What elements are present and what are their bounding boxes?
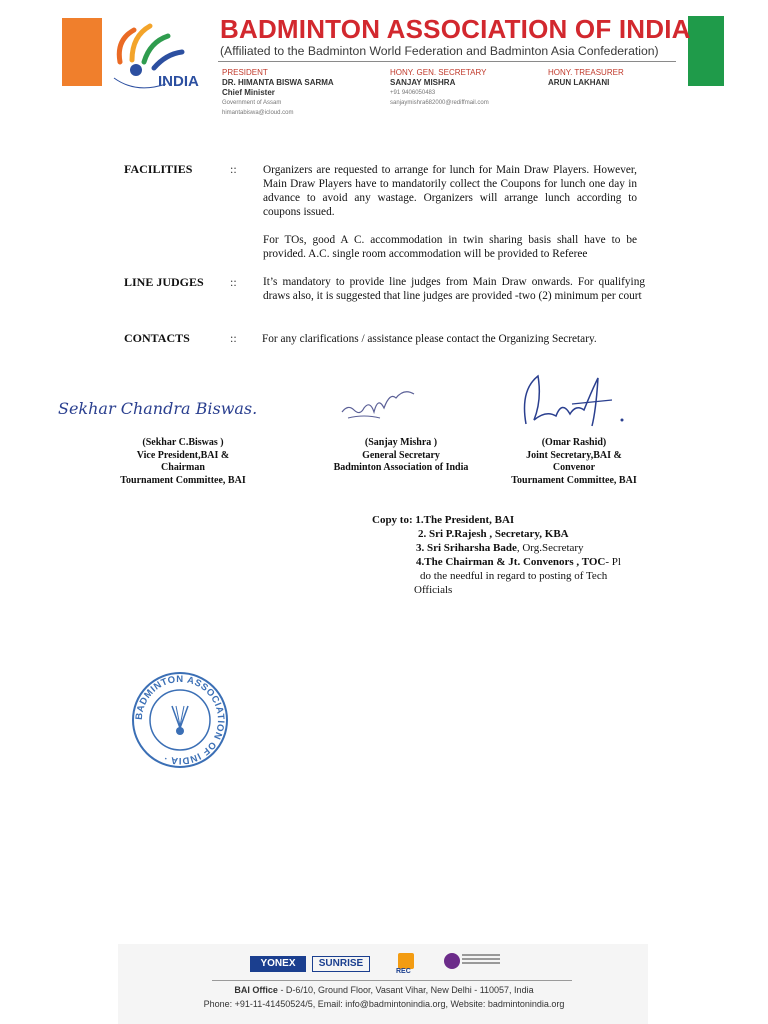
line-judges-paragraph: It’s mandatory to provide line judges from Main Draw onwards. For qualifying draws also, it is suggested that line judges are provided -two (2) minimum per court [263,276,645,302]
copy-to-item-4-line3: Officials [414,584,453,596]
president-title: Chief Minister [222,88,275,97]
svg-text:Sekhar Chandra Biswas.: Sekhar Chandra Biswas. [58,399,258,418]
sponsor-rec-icon [398,953,414,969]
header-divider [218,61,676,62]
signatory-biswas-line4: Tournament Committee, BAI [120,474,246,486]
secretary-email: sanjaymishra682000@rediffmail.com [390,100,489,106]
contacts-colon: :: [230,331,237,345]
sponsor-sunrise-logo: SUNRISE [312,956,370,972]
president-name: DR. HIMANTA BISWA SARMA [222,78,334,87]
footer-address-label: BAI Office [234,985,278,995]
footer-address [184,985,584,995]
facilities-paragraph-1: Organizers are requested to arrange for lunch for Main Draw Players. However, Main Draw Players have to mandatorily collect the Coupons for lunch one day in advance to avoid any wastage. Organizers will arrange lunch according to coupons issued. [263,164,637,218]
facilities-label: FACILITIES [124,162,193,176]
line-judges-colon: :: [230,275,237,289]
signature-rashid [512,370,632,434]
secretary-phone: +91 9406050483 [390,90,436,96]
president-role: PRESIDENT [222,68,268,77]
footer-contact: Phone: +91-11-41450524/5, Email: info@badmintonindia.org, Website: badmintonindia.org [203,999,565,1009]
signatory-biswas-line2: Vice President,BAI & [136,449,230,461]
facilities-colon: :: [230,162,237,176]
sponsor-bec-text-mark [462,954,500,966]
secretary-name: SANJAY MISHRA [390,78,456,87]
copy-to-item-4-rest: - Pl [605,556,621,568]
signatory-mishra-line3: Badminton Association of India [333,462,469,473]
bai-logo [106,18,214,98]
footer-address-text: - D-6/10, Ground Floor, Vasant Vihar, New Delhi - 110057, India [277,985,534,995]
signatory-mishra-name: (Sanjay Mishra ) [364,437,438,448]
signatory-biswas [96,437,270,487]
treasurer-role: HONY. TREASURER [548,68,624,77]
flag-green-band [688,16,724,86]
org-affiliation: (Affiliated to the Badminton World Federation and Badminton Asia Confederation) [220,44,659,58]
copy-to-item-1: 1.The President, BAI [415,514,515,526]
treasurer-block [548,68,624,88]
svg-text:BADMINTON ASSOCIATION OF INDIA [134,674,226,766]
sponsor-bec-icon [444,953,460,969]
official-stamp [130,664,230,776]
org-title: BADMINTON ASSOCIATION OF INDIA [220,14,691,44]
signature-mishra [334,378,424,428]
footer-band [118,944,648,1024]
line-judges-label: LINE JUDGES [124,275,204,289]
stamp-ring-text: BADMINTON ASSOCIATION OF INDIA · [133,673,227,767]
copy-to-item-4-line2: do the needful in regard to posting of Tech [420,570,608,582]
copy-to-block [372,513,662,597]
sponsor-yonex-logo: YONEX [250,956,306,972]
secretary-block [390,68,489,108]
copy-to-prefix: Copy to: [372,514,416,526]
president-email: himantabiswa@icloud.com [222,110,294,116]
president-block [222,68,334,118]
footer-divider [212,980,572,981]
signatory-rashid-line4: Tournament Committee, BAI [511,474,637,486]
signatory-rashid [496,437,652,487]
signatory-rashid-name: (Omar Rashid) [541,437,607,448]
logo-india-text: INDIA [158,73,199,90]
signatory-rashid-line3: Convenor [552,462,596,473]
signatory-biswas-name: (Sekhar C.Biswas ) [142,437,224,448]
sponsor-rec-logo: REC [396,968,411,975]
facilities-paragraph-2: For TOs, good A C. accommodation in twin sharing basis shall have to be provided. A.C. single room accommodation will be provided to Referee [263,234,637,260]
signatory-biswas-line3: Chairman [161,462,205,473]
copy-to-item-3-role: , Org.Secretary [516,542,584,554]
signatory-mishra-line2: General Secretary [362,449,440,461]
copy-to-item-3-name: 3. Sri Sriharsha Bade [416,542,517,554]
flag-orange-band [62,18,102,86]
signatory-mishra [318,437,484,475]
copy-to-item-4: 4.The Chairman & Jt. Convenors , TOC [416,556,606,568]
contacts-label: CONTACTS [124,331,190,345]
secretary-role: HONY. GEN. SECRETARY [390,68,487,77]
treasurer-name: ARUN LAKHANI [548,78,610,87]
shuttlecock-icon [172,706,188,735]
president-govt: Government of Assam [222,100,282,106]
copy-to-item-2: 2. Sri P.Rajesh , Secretary, KBA [418,528,569,540]
signatory-rashid-line2: Joint Secretary,BAI & [526,449,622,461]
contacts-paragraph: For any clarifications / assistance please contact the Organizing Secretary. [262,333,597,345]
signature-biswas [56,392,266,422]
